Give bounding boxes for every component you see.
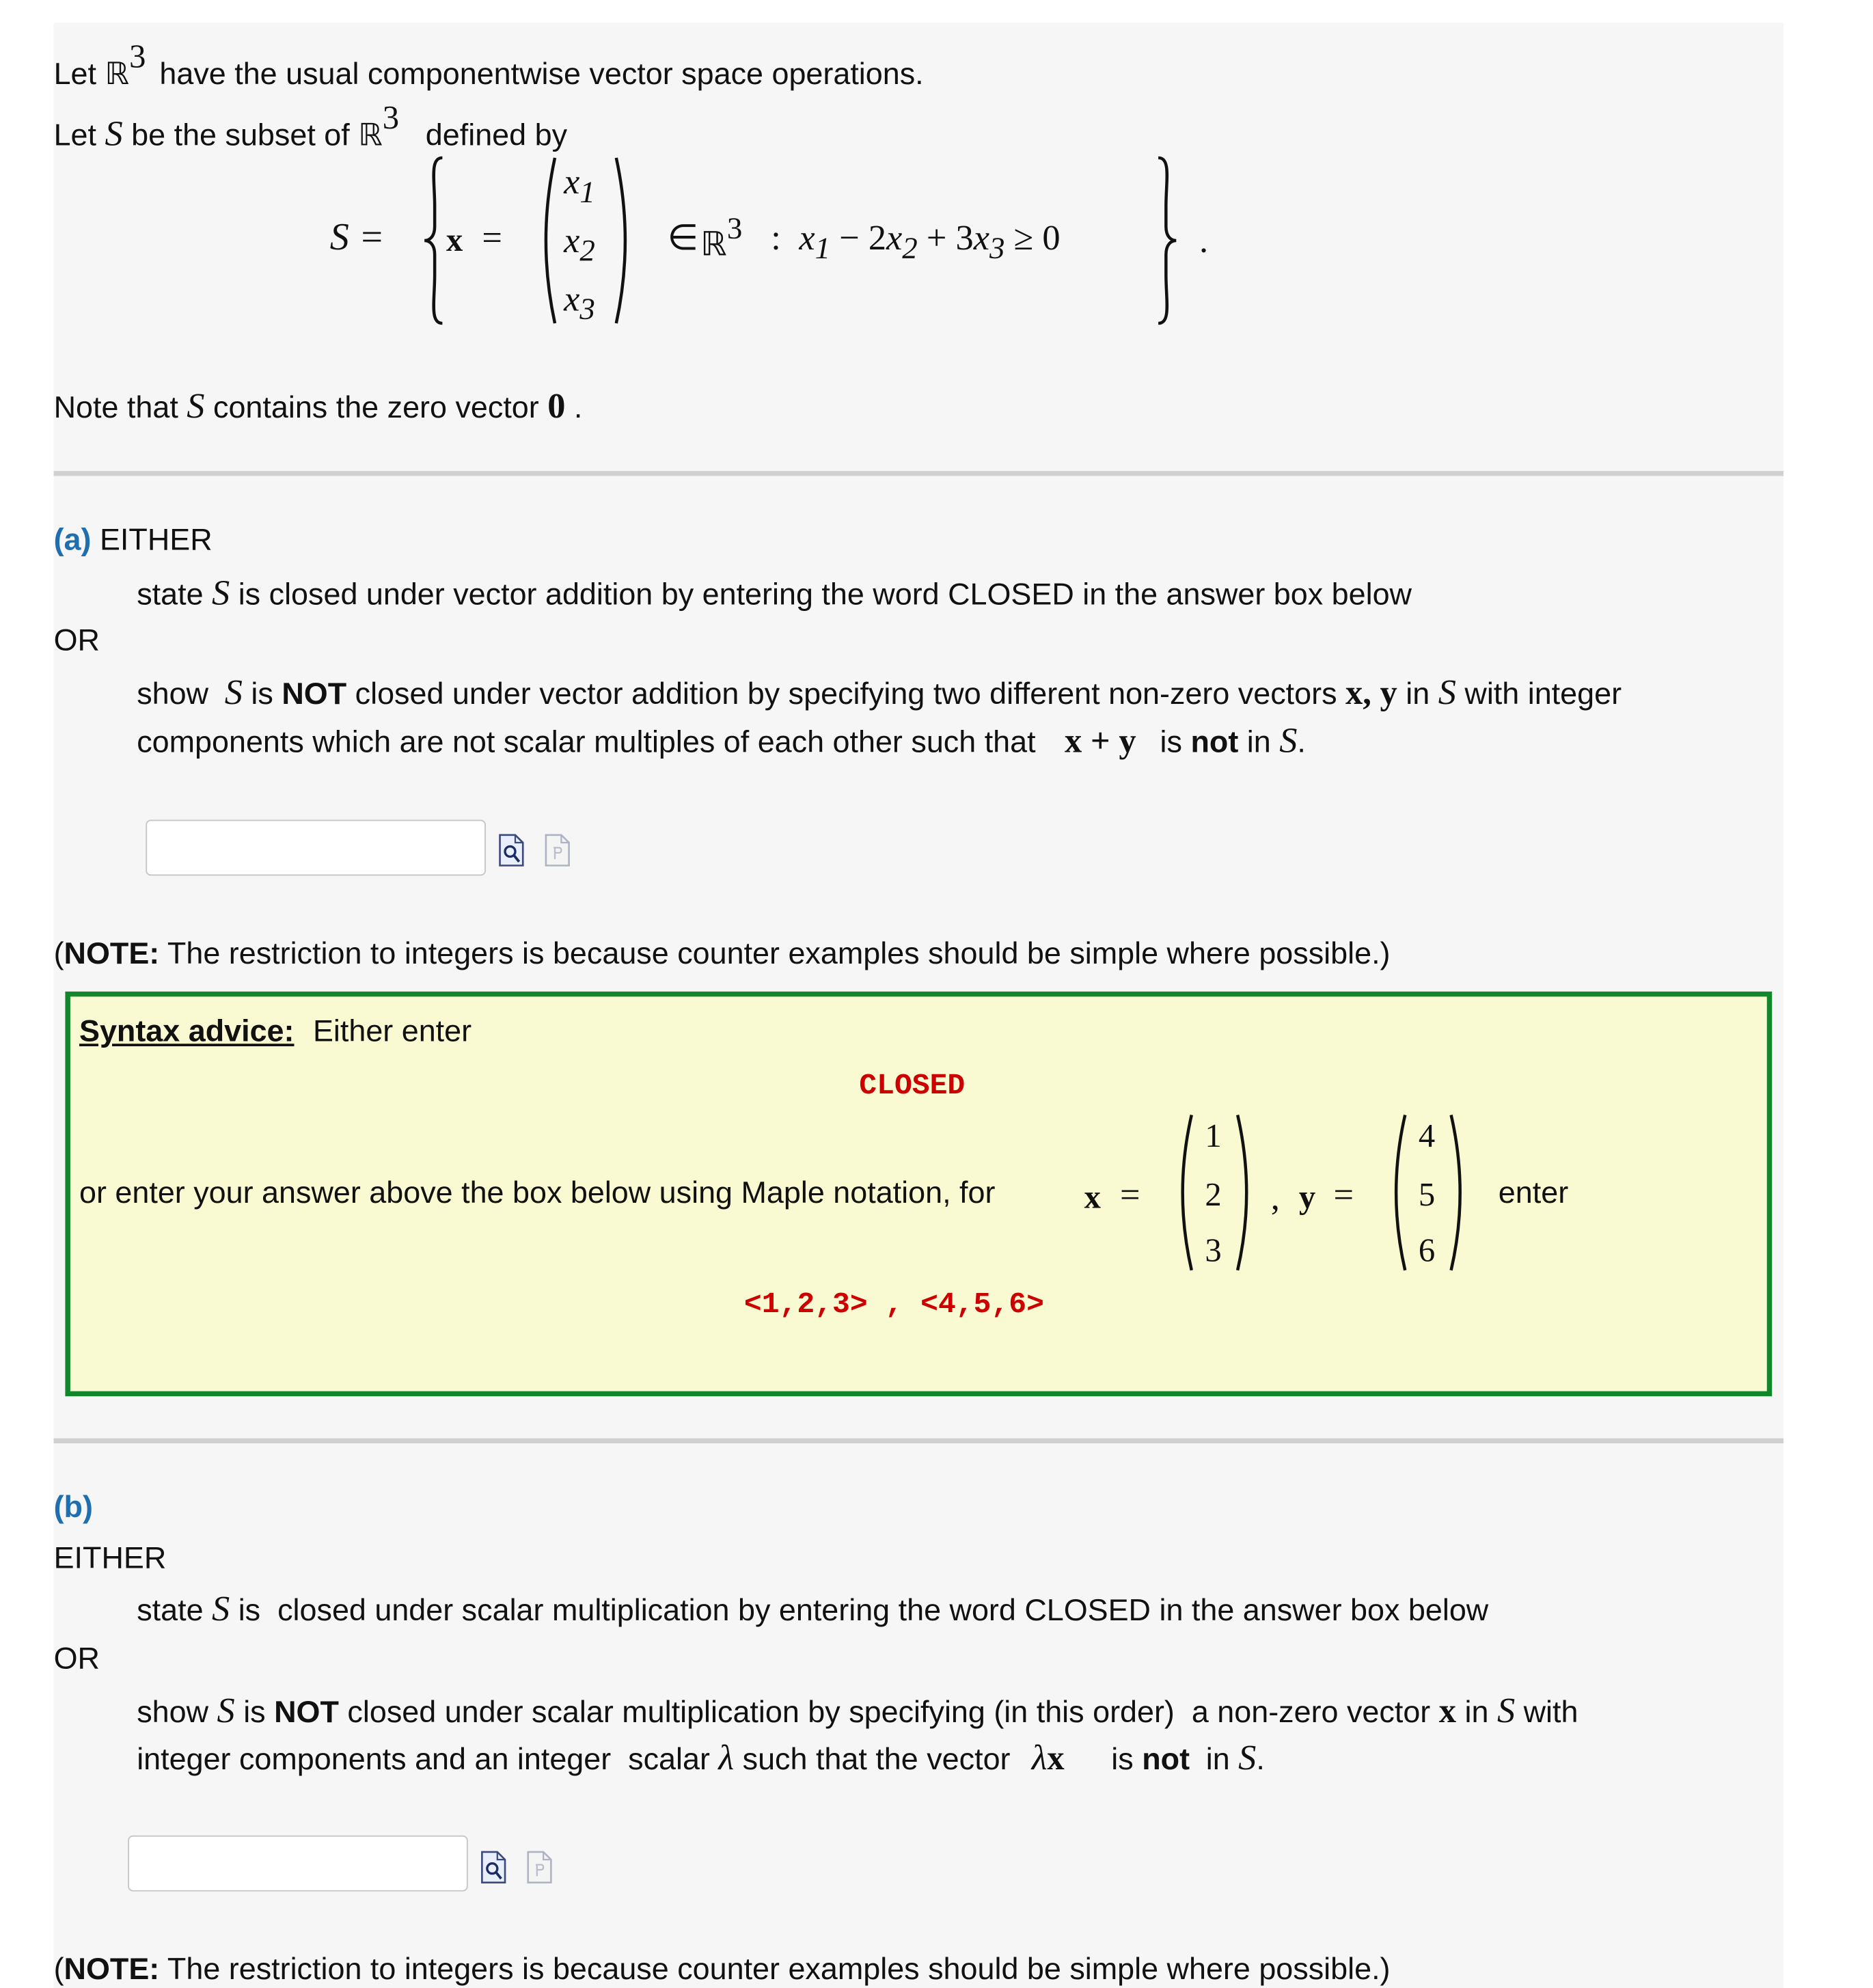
divider [54,1439,1783,1443]
part-b-either: EITHER [53,1541,167,1576]
intro-line-2 [53,99,568,154]
reals-symbol: ℝ [358,117,383,153]
reals-symbol: ℝ [105,55,130,92]
x-entry-2: 2 [1205,1175,1222,1213]
document-icon[interactable] [545,834,570,867]
component-x2: $x_2$ [564,221,595,269]
exponent: 3 [129,38,146,75]
member-symbol: ∈ [667,219,699,259]
left-paren [1171,1113,1194,1273]
text: EITHER [99,523,213,558]
period: . [1199,221,1209,261]
divider [54,471,1783,476]
set-symbol: S [187,387,205,426]
text: be the subset of [131,118,350,153]
equals: = [482,219,502,259]
equals: = [1119,1175,1140,1216]
part-a-option-closed: state S is closed under vector addition by entering the word CLOSED in the answer box below [137,573,1412,614]
vector-x: x [1084,1178,1101,1216]
part-b-option-counter-2: integer components and an integer scalar λ such that the vector λx is not in S. [137,1739,1265,1778]
preview-icon[interactable] [480,1851,506,1883]
left-paren [534,155,558,326]
text: Note that [53,390,178,426]
equals: = [1333,1175,1354,1216]
text: Let [53,118,97,153]
text: defined by [425,118,568,153]
component-x3: $x_3$ [564,280,595,327]
text: . [573,390,583,426]
part-a-option-counter-1: show S is NOT closed under vector addition by specifying two different non-zero vectors x, y in S with integer [137,673,1622,713]
part-a-or: OR [53,623,100,658]
part-b-option-counter-1: show S is NOT closed under scalar multiplication by specifying (in this order) a non-zero vector x in S with [137,1691,1578,1731]
part-a-header [53,523,213,558]
left-paren [1384,1113,1408,1273]
y-entry-2: 5 [1418,1175,1436,1213]
syntax-advice-heading: Syntax advice: Either enter [79,1014,472,1049]
intro-line-1 [53,38,924,92]
part-a-option-counter-2: components which are not scalar multiples of each other such that x + y is not in S. [137,722,1306,761]
text: Let [53,57,97,92]
condition: $x_1 - 2x_2 + 3x_3 \ge 0$ [799,219,1061,266]
part-b-label: (b) [53,1490,93,1525]
set-symbol: S [105,114,123,154]
right-paren [614,155,637,326]
enter-label: enter [1498,1175,1569,1211]
text: contains the zero vector [213,390,539,426]
reals-cubed: ℝ$^3$ [700,213,743,264]
right-paren [1449,1113,1472,1273]
closed-example: CLOSED [859,1069,966,1102]
y-entry-1: 4 [1418,1117,1436,1155]
colon: : [771,219,781,259]
right-paren [1235,1113,1258,1273]
part-b-or: OR [53,1642,100,1676]
text: have the usual componentwise vector space operations. [159,57,924,92]
preview-icon[interactable] [499,834,524,867]
set-lhs: S = [329,216,385,259]
x-entry-3: 3 [1205,1231,1222,1269]
answer-input-a[interactable] [146,819,486,875]
vector-x: x [446,221,463,259]
right-brace [1153,155,1179,326]
maple-example: <1,2,3> , <4,5,6> [743,1288,1044,1322]
maple-instruction: or enter your answer above the box below using Maple notation, for [79,1175,996,1211]
exponent: 3 [382,99,400,137]
part-a-label: (a) [53,523,92,558]
zero-vector-note [53,387,583,426]
answer-input-b[interactable] [128,1836,468,1892]
zero-vector: 0 [547,387,566,426]
vector-y: y [1298,1178,1316,1216]
part-b-option-closed: state S is closed under scalar multiplication by entering the word CLOSED in the answer box below [137,1590,1489,1629]
left-brace [422,155,447,326]
component-x1: $x_1$ [564,163,595,210]
part-a-note: (NOTE: The restriction to integers is because counter examples should be simple where possible.) [53,936,1391,972]
x-entry-1: 1 [1205,1117,1222,1155]
comma: , [1270,1178,1280,1218]
document-icon[interactable] [527,1851,552,1883]
y-entry-3: 6 [1418,1231,1436,1269]
part-b-note: (NOTE: The restriction to integers is because counter examples should be simple where possible.) [53,1952,1391,1987]
